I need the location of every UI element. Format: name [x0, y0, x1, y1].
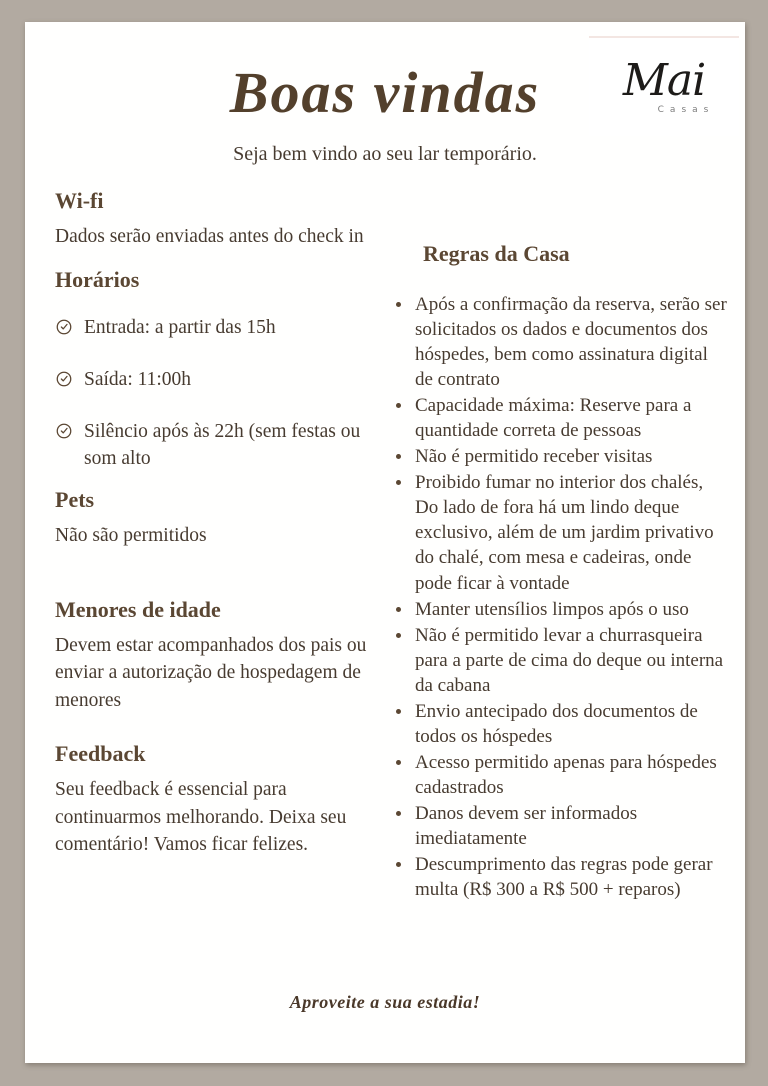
menores-text: Devem estar acompanhados dos pais ou enviar a autorização de hospedagem de menores [55, 635, 367, 711]
rule-item: • Não é permitido receber visitas [413, 444, 727, 469]
rule-item: • Acesso permitido apenas para hóspedes cadastrados [413, 750, 727, 800]
rule-item: • Capacidade máxima: Reserve para a quantidade correta de pessoas [413, 393, 727, 443]
clock-icon [55, 370, 73, 388]
clock-icon [55, 318, 73, 336]
brand-subname: Casas [657, 105, 715, 115]
feedback-heading: Feedback [55, 740, 146, 766]
wifi-text: Dados serão enviadas antes do check in [55, 226, 364, 248]
rules-heading: Regras da Casa [423, 240, 570, 266]
wifi-heading: Wi-fi [55, 187, 104, 213]
rule-item: • Danos devem ser informados imediatamente [413, 801, 727, 851]
brand-name: Mai [622, 55, 706, 106]
right-column [382, 188, 727, 904]
rule-item: • Não é permitido levar a churrasqueira para a parte de cima do deque ou interna da cabana [413, 623, 727, 698]
clock-icon [55, 422, 73, 440]
rule-item: • Envio antecipado dos documentos de todos os hóspedes [413, 699, 727, 749]
welcome-card [25, 22, 745, 1063]
brand-logo [589, 36, 739, 136]
pets-text: Não são permitidos [55, 525, 207, 547]
footer-note: Aproveite a sua estadia! [289, 992, 481, 1012]
schedule-item-label: Entrada: a partir das 15h [84, 316, 276, 338]
rules-list [392, 292, 727, 903]
horarios-heading: Horários [55, 267, 140, 293]
pets-heading: Pets [55, 487, 95, 513]
schedule-item-silence [55, 419, 382, 472]
content-columns [25, 188, 745, 904]
schedule-item-checkin [55, 315, 382, 341]
rule-item: • Descumprimento das regras pode gerar multa (R$ 300 a R$ 500 + reparos) [413, 852, 727, 902]
rule-item: • Manter utensílios limpos após o uso [413, 597, 727, 622]
feedback-text: Seu feedback é essencial para continuarmos melhorando. Deixa seu comentário! Vamos ficar felizes. [55, 779, 347, 855]
rule-item: • Após a confirmação da reserva, serão ser solicitados os dados e documentos dos hóspedes, bem como assinatura digital de contrato [413, 292, 727, 392]
schedule-item-label: Silêncio após às 22h (sem festas ou som alto [84, 421, 361, 469]
rule-item: • Proibido fumar no interior dos chalés, Do lado de fora há um lindo deque exclusivo, além de um jardim privativo do chalé, com mesa e cadeiras, onde pode ficar à vontade [413, 470, 727, 595]
menores-heading: Menores de idade [55, 596, 221, 622]
page-subtitle: Seja bem vindo ao seu lar temporário. [233, 142, 537, 165]
schedule-item-checkout [55, 367, 382, 393]
schedule-item-label: Saída: 11:00h [84, 369, 192, 391]
page-title: Boas vindas [229, 60, 541, 125]
left-column [55, 188, 382, 904]
